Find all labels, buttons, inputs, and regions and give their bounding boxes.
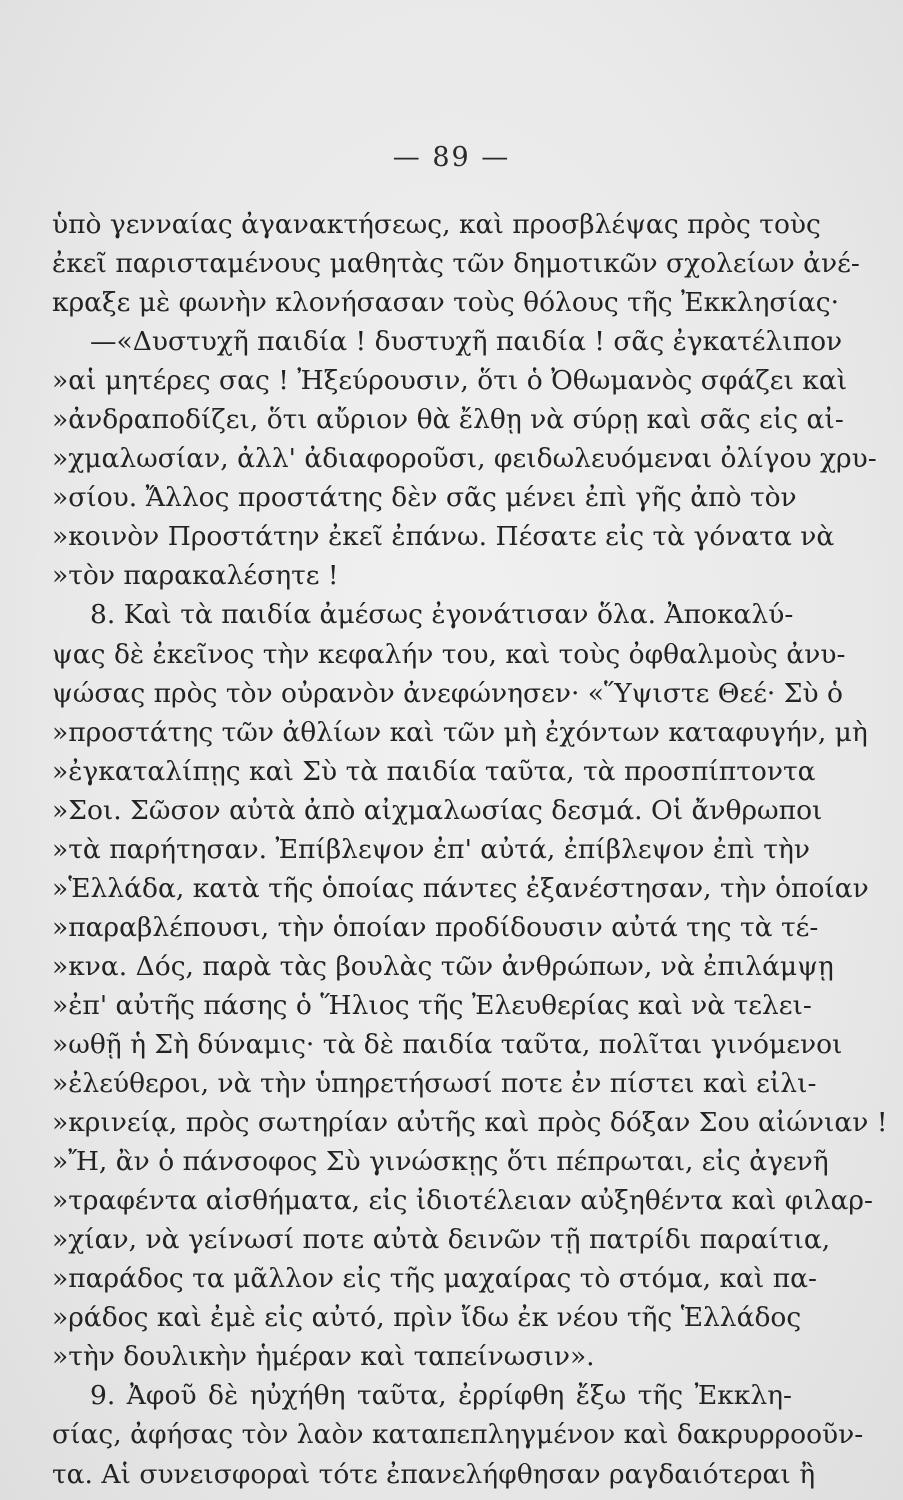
- text-line: »παραβλέπουσι, τὴν ὁποίαν προδίδουσιν αὐτά της τὰ τέ-: [52, 911, 819, 943]
- text-line: »ράδος καὶ ἐμὲ εἰς αὐτό, πρὶν ἴδω ἐκ νέου τῆς Ἑλλάδος: [52, 1302, 802, 1334]
- text-line: »τὴν δουλικὴν ἡμέραν καὶ ταπείνωσιν».: [52, 1341, 595, 1373]
- text-line: »κνα. Δός, παρὰ τὰς βουλὰς τῶν ἀνθρώπων, νὰ ἐπιλάμψῃ: [52, 950, 834, 982]
- text-line: »κοινὸν Προστάτην ἐκεῖ ἐπάνω. Πέσατε εἰς τὰ γόνατα νὰ: [52, 521, 835, 553]
- text-line: »χμαλωσίαν, ἀλλ' ἀδιαφοροῦσι, φειδωλευόμεναι ὀλίγου χρυ-: [52, 443, 877, 475]
- text-line: »σίου. Ἄλλος προστάτης δὲν σᾶς μένει ἐπὶ γῆς ἀπὸ τὸν: [52, 482, 797, 514]
- text-line: »τὸν παρακαλέσητε !: [52, 560, 339, 592]
- text-line: »προστάτης τῶν ἀθλίων καὶ τῶν μὴ ἐχόντων καταφυγήν, μὴ: [52, 716, 868, 748]
- text-line: »Σοι. Σῶσον αὐτὰ ἀπὸ αἰχμαλωσίας δεσμά. Οἱ ἄνθρωποι: [52, 794, 823, 826]
- text-line: »ἀνδραποδίζει, ὅτι αὔριον θὰ ἔλθῃ νὰ σύρῃ καὶ σᾶς εἰς αἰ-: [52, 404, 844, 436]
- text-line: »ἐλεύθεροι, νὰ τὴν ὑπηρετήσωσί ποτε ἐν πίστει καὶ εἰλι-: [52, 1068, 817, 1100]
- text-line: »παράδος τα μᾶλλον εἰς τῆς μαχαίρας τὸ στόμα, καὶ πα-: [52, 1263, 817, 1295]
- page-number: — 89 —: [392, 142, 511, 173]
- text-line: »τραφέντα αἰσθήματα, εἰς ἰδιοτέλειαν αὐξηθέντα καὶ φιλαρ-: [52, 1185, 873, 1217]
- text-line: »ωθῇ ἡ Σὴ δύναμις· τὰ δὲ παιδία ταῦτα, πολῖται γινόμενοι: [52, 1028, 843, 1060]
- text-line: »αἱ μητέρες σας ! Ἠξεύρουσιν, ὅτι ὁ Ὀθωμανὸς σφάζει καὶ: [52, 365, 848, 397]
- text-line: ψας δὲ ἐκεῖνος τὴν κεφαλήν του, καὶ τοὺς ὀφθαλμοὺς ἀνυ-: [52, 638, 846, 670]
- text-line: τα. Αἱ συνεισφοραὶ τότε ἐπανελήφθησαν ραγδαιότεραι ἢ: [52, 1458, 816, 1490]
- text-line: ψώσας πρὸς τὸν οὐρανὸν ἀνεφώνησεν· «Ὕψιστε Θεέ· Σὺ ὁ: [52, 677, 844, 709]
- text-line: »Ἑλλάδα, κατὰ τῆς ὁποίας πάντες ἐξανέστησαν, τὴν ὁποίαν: [52, 872, 869, 904]
- text-line: ἐκεῖ παρισταμένους μαθητὰς τῶν δημοτικῶν σχολείων ἀνέ-: [52, 248, 860, 280]
- text-line: ὑπὸ γενναίας ἀγανακτήσεως, καὶ προσβλέψας πρὸς τοὺς: [52, 209, 821, 240]
- text-line: »χίαν, νὰ γείνωσί ποτε αὐτὰ δεινῶν τῇ πατρίδι παραίτια,: [52, 1224, 831, 1256]
- text-line: »ἐπ' αὐτῆς πάσης ὁ Ἥλιος τῆς Ἐλευθερίας καὶ νὰ τελει-: [52, 989, 812, 1021]
- text-line: »ἐγκαταλίπῃς καὶ Σὺ τὰ παιδία ταῦτα, τὰ προσπίπτοντα: [52, 755, 816, 787]
- text-line: »τὰ παρήτησαν. Ἐπίβλεψον ἐπ' αὐτά, ἐπίβλεψον ἐπὶ τὴν: [52, 833, 810, 865]
- text-line: κραξε μὲ φωνὴν κλονήσασαν τοὺς θόλους τῆς Ἐκκλησίας·: [52, 287, 840, 319]
- text-line: »Ἤ, ἂν ὁ πάνσοφος Σὺ γινώσκῃς ὅτι πέπρωται, εἰς ἀγενῆ: [52, 1146, 829, 1178]
- text-line: —«Δυστυχῆ παιδία ! δυστυχῆ παιδία ! σᾶς ἐγκατέλιπον: [90, 326, 843, 358]
- text-line: 9. Ἀφοῦ δὲ ηὐχήθη ταῦτα, ἐρρίφθη ἔξω τῆς Ἐκκλη-: [90, 1380, 792, 1412]
- text-line: »κρινείᾳ, πρὸς σωτηρίαν αὐτῆς καὶ πρὸς δόξαν Σου αἰώνιαν !: [52, 1107, 888, 1139]
- text-line: σίας, ἀφήσας τὸν λαὸν καταπεπληγμένον καὶ δακρυρροοῦν-: [52, 1419, 864, 1451]
- text-line: 8. Καὶ τὰ παιδία ἀμέσως ἐγονάτισαν ὅλα. Ἀποκαλύ-: [90, 599, 794, 631]
- body-text: [52, 205, 888, 1494]
